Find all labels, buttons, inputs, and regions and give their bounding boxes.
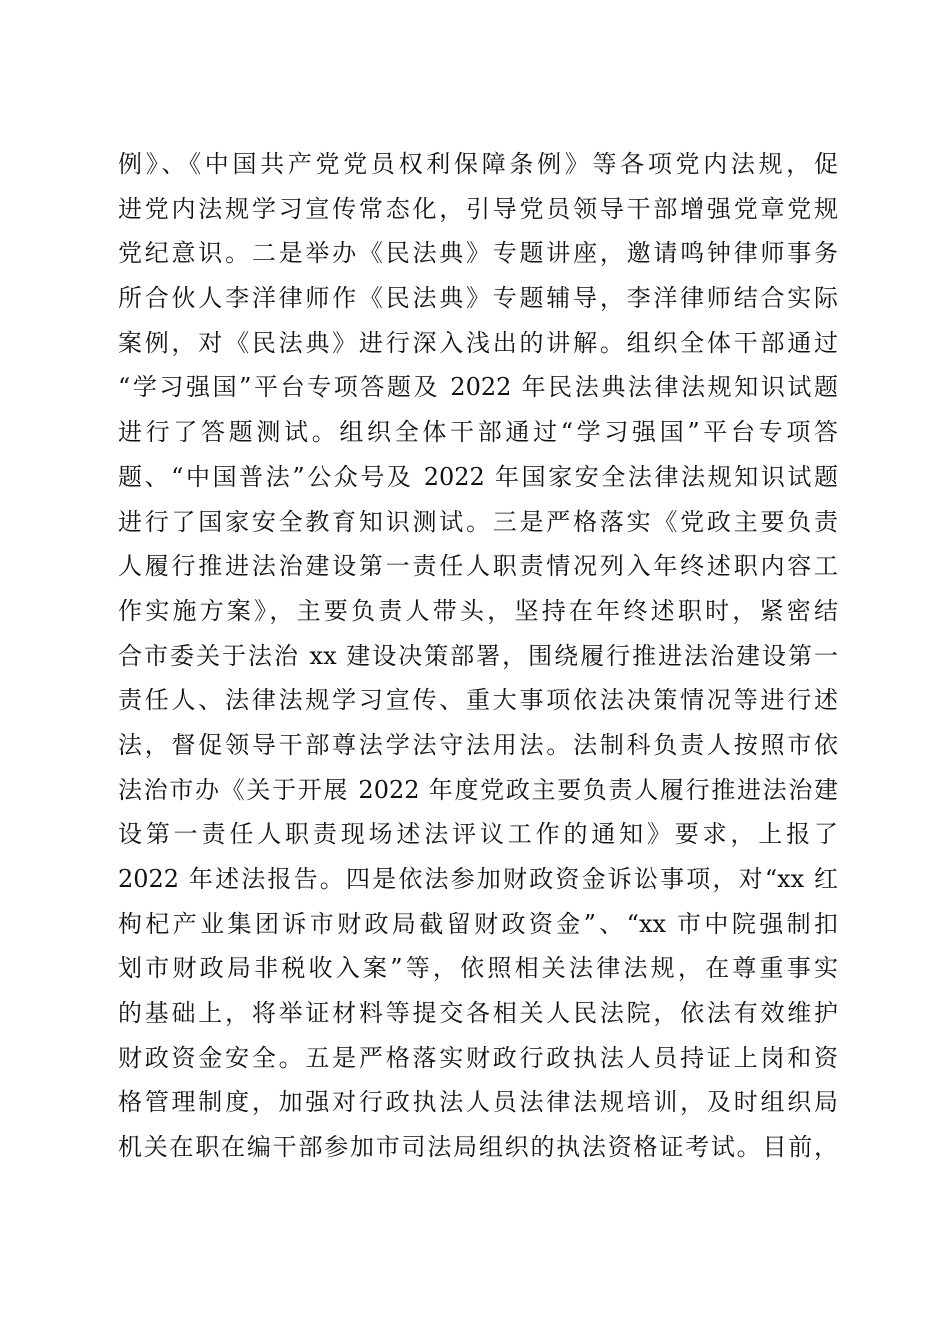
- text-line: “学习强国”平台专项答题及 2022 年民法典法律法规知识试题: [118, 373, 838, 402]
- text-line: 枸杞产业集团诉市财政局截留财政资金”、“xx 市中院强制扣: [118, 909, 838, 938]
- text-line: 划市财政局非税收入案”等，依照相关法律法规，在尊重事实: [118, 954, 838, 983]
- body-paragraph: [118, 142, 838, 1170]
- text-line: 财政资金安全。五是严格落实财政行政执法人员持证上岗和资: [118, 1043, 838, 1072]
- text-line: 人履行推进法治建设第一责任人职责情况列入年终述职内容工: [118, 552, 838, 581]
- text-line: 格管理制度，加强对行政执法人员法律法规培训，及时组织局: [118, 1088, 838, 1117]
- text-line: 责任人、法律法规学习宣传、重大事项依法决策情况等进行述: [118, 686, 838, 715]
- text-line: 题、“中国普法”公众号及 2022 年国家安全法律法规知识试题: [118, 462, 838, 491]
- text-line: 案例，对《民法典》进行深入浅出的讲解。组织全体干部通过: [118, 328, 838, 357]
- text-line: 设第一责任人职责现场述法评议工作的通知》要求，上报了: [118, 820, 838, 849]
- text-line: 所合伙人李洋律师作《民法典》专题辅导，李洋律师结合实际: [118, 284, 838, 313]
- text-line: 2022 年述法报告。四是依法参加财政资金诉讼事项，对“xx 红: [118, 865, 838, 893]
- text-line: 合市委关于法治 xx 建设决策部署，围绕履行推进法治建设第一: [118, 641, 838, 670]
- text-line: 例》、《中国共产党党员权利保障条例》等各项党内法规，促: [118, 150, 838, 178]
- text-line: 作实施方案》，主要负责人带头，坚持在年终述职时，紧密结: [118, 596, 838, 625]
- text-line: 进行了国家安全教育知识测试。三是严格落实《党政主要负责: [118, 507, 838, 536]
- text-line: 进党内法规学习宣传常态化，引导党员领导干部增强党章党规: [118, 194, 838, 223]
- text-line: 机关在职在编干部参加市司法局组织的执法资格证考试。目前，: [118, 1133, 838, 1162]
- text-line: 法治市办《关于开展 2022 年度党政主要负责人履行推进法治建: [118, 775, 838, 804]
- text-line: 法，督促领导干部尊法学法守法用法。法制科负责人按照市依: [118, 730, 838, 759]
- text-line: 的基础上，将举证材料等提交各相关人民法院，依法有效维护: [118, 999, 838, 1028]
- text-line: 进行了答题测试。组织全体干部通过“学习强国”平台专项答: [118, 418, 838, 447]
- text-line: 党纪意识。二是举办《民法典》专题讲座，邀请鸣钟律师事务: [118, 239, 838, 268]
